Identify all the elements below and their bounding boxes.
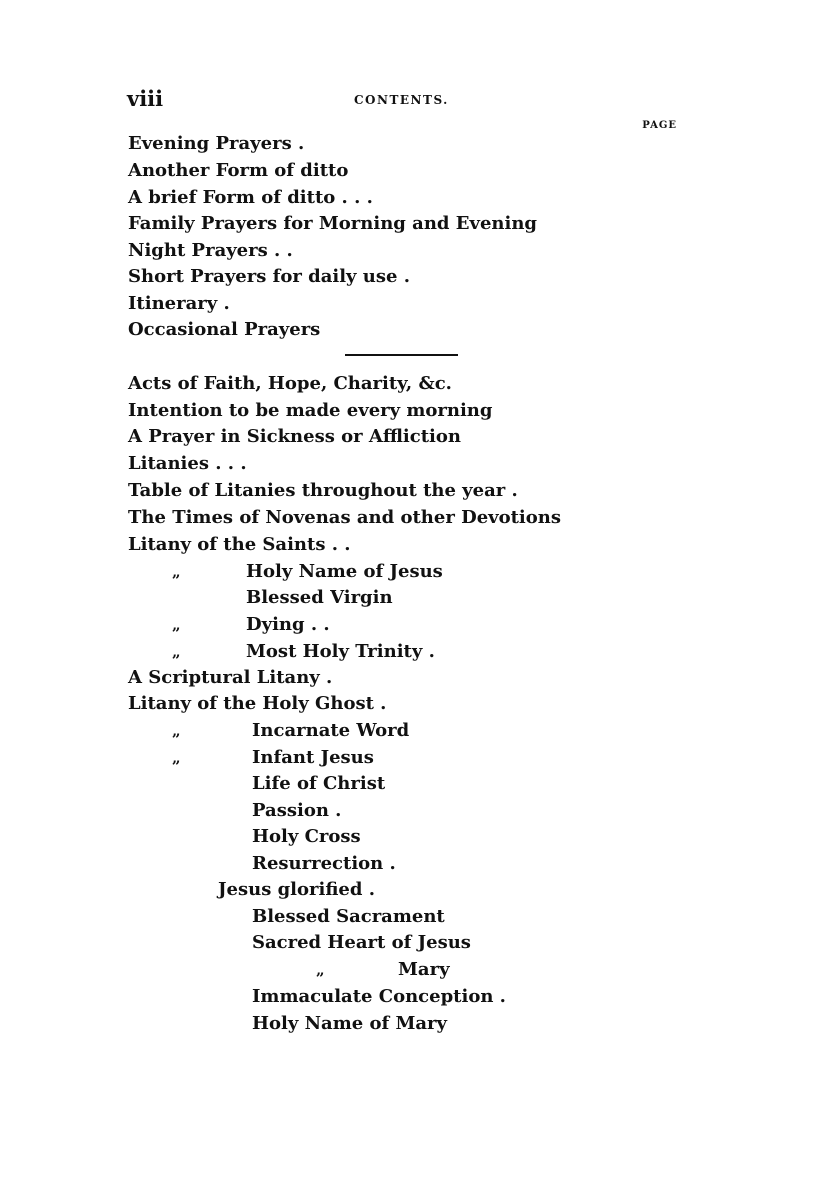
entry-title: A brief Form of ditto . . .: [128, 187, 373, 208]
entry-title: Night Prayers . .: [128, 240, 293, 261]
running-head: CONTENTS.: [354, 93, 449, 107]
page-column-header: PAGE: [642, 120, 677, 131]
entry-title: Occasional Prayers: [128, 319, 321, 340]
entry-title: Resurrection .: [252, 853, 396, 874]
entry-title: Itinerary .: [128, 293, 230, 314]
entry-title: The Times of Novenas and other Devotions: [128, 507, 561, 528]
entry-title: Litanies . . .: [128, 453, 247, 474]
entry-title: Table of Litanies throughout the year .: [128, 480, 518, 501]
entry-title: Infant Jesus: [252, 747, 374, 768]
ditto-mark: „: [172, 616, 181, 634]
entry-title: Jesus glorified .: [218, 879, 375, 900]
entry-title: Family Prayers for Morning and Evening: [128, 213, 537, 234]
entry-title: Immaculate Conception .: [252, 986, 506, 1007]
entry-title: Another Form of ditto: [128, 160, 349, 181]
ditto-mark: „: [172, 643, 181, 661]
ditto-mark: „: [172, 749, 181, 767]
ditto-mark: „: [316, 961, 325, 979]
page-number: viii: [127, 86, 164, 111]
entry-title: Litany of the Saints . .: [128, 534, 351, 555]
entry-title: A Scriptural Litany .: [128, 667, 333, 688]
entry-title: Holy Name of Jesus: [246, 561, 443, 582]
entry-title: A Prayer in Sickness or Affliction: [128, 426, 461, 447]
entry-title: Holy Name of Mary: [252, 1013, 448, 1034]
entry-title: Blessed Sacrament: [252, 906, 445, 927]
entry-title: Holy Cross: [252, 826, 361, 847]
entry-title: Life of Christ: [252, 773, 386, 794]
entry-title: Litany of the Holy Ghost .: [128, 693, 387, 714]
entry-title: Mary: [398, 959, 450, 980]
entry-title: Blessed Virgin: [246, 587, 393, 608]
entry-title: Evening Prayers .: [128, 133, 305, 154]
ditto-mark: „: [172, 722, 181, 740]
entry-title: Acts of Faith, Hope, Charity, &c.: [128, 373, 452, 394]
entry-title: Sacred Heart of Jesus: [252, 932, 471, 953]
entry-title: Most Holy Trinity .: [246, 641, 435, 662]
entry-title: Intention to be made every morning: [128, 400, 493, 421]
ditto-mark: „: [172, 563, 181, 581]
entry-title: Dying . .: [246, 614, 330, 635]
entry-title: Short Prayers for daily use .: [128, 266, 410, 287]
entry-title: Incarnate Word: [252, 720, 410, 741]
entry-title: Passion .: [252, 800, 342, 821]
section-divider: [345, 354, 458, 356]
